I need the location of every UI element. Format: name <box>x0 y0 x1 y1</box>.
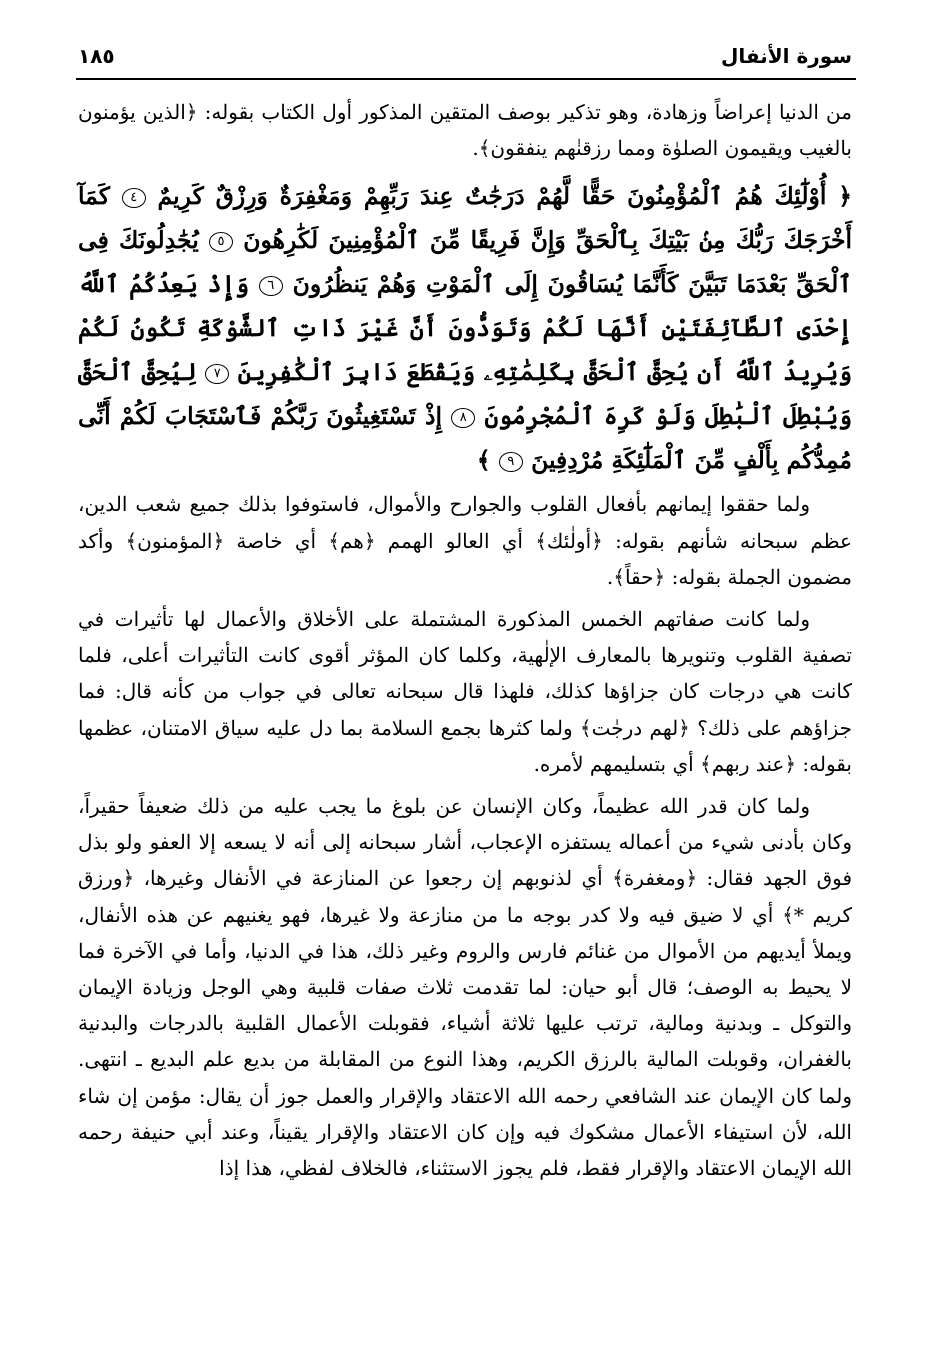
surah-title: سورة الأنفال <box>720 44 852 68</box>
paragraph-4: ولما كان قدر الله عظيماً، وكان الإنسان عن بلوغ ما يجب عليه من ذلك ضعيفاً حقيراً، وكان بأدنى شيء من أعماله يستفزه الإعجاب، أشار سبحانه إلى أنه لا يسعه إلا العفو ولو بذل فوق الجهد فقال: ﴿ومغفرة﴾ أي لذنوبهم إن رجعوا عن المنازعة في الأنفال وغيرها، ﴿ورزق كريم *﴾ أي لا ضيق فيه ولا كدر بوجه ما من منازعة ولا غيرها، فهو يغنيهم عن هذه الأنفال، ويملأ أيديهم من الأموال من غنائم فارس والروم وغير ذلك، هذا في الدنيا، وأما في الآخرة فما لا يحيط به الوصف؛ قال أبو حيان: لما تقدمت ثلاث صفات قلبية وهي الوجل وزيادة الإيمان والتوكل ـ وبدنية ومالية، ترتب عليها ثلاثة أشياء، فقوبلت الأعمال القلبية بالدرجات والبدنية بالغفران، وقوبلت المالية بالرزق الكريم، وهذا النوع من المقابلة من بديع علم البديع ـ انتهى. ولما كان الإيمان عند الشافعي رحمه الله الاعتقاد والإقرار والعمل جوز أن يقال: مؤمن إن شاء الله، لأن استيفاء الأعمال مشكوك فيه وإن كان الاعتقاد والإقرار يقيناً، وعند أبي حنيفة رحمه الله الإيمان الاعتقاد والإقرار فقط، فلم يجوز الاستثناء، فالخلاف لفظي، هذا إذا <box>78 794 852 1181</box>
verse-text: كَمَآ أَخْرَجَكَ رَبُّكَ مِنۢ بَيْتِكَ بِٱلْحَقِّ وَإِنَّ فَرِيقًا مِّنَ ٱلْمُؤْمِنِينَ لَكَٰرِهُونَ <box>78 182 853 255</box>
header-divider <box>76 78 856 80</box>
verse-text: يُجَٰدِلُونَكَ فِى ٱلْحَقِّ بَعْدَمَا تَبَيَّنَ كَأَنَّمَا يُسَاقُونَ إِلَى ٱلْمَوْتِ وَهُمْ يَنظُرُونَ <box>78 226 853 299</box>
ayah-number-marker: ٨ <box>451 408 475 428</box>
quran-open-bracket: ﴿ <box>838 182 852 211</box>
ayah-number-marker: ٥ <box>209 232 233 252</box>
verse-text: إِذْ تَسْتَغِيثُونَ رَبَّكُمْ فَٱسْتَجَابَ لَكُمْ أَنِّى مُمِدُّكُم بِأَلْفٍ مِّنَ ٱلْمَلَٰٓئِكَةِ مُرْدِفِينَ <box>78 402 852 475</box>
ayah-number-marker: ٧ <box>205 364 229 384</box>
paragraph-opening: من الدنيا إعراضاً وزهادة، وهو تذكير بوصف المتقين المذكور أول الكتاب بقوله: ﴿الذين يؤمنون بالغيب ويقيمون الصلوٰة ومما رزقنٰهم ينفقون﴾. <box>78 100 852 161</box>
verse-text: وَإِذْ يَعِدُكُمُ ٱللَّهُ إِحْدَى ٱلطَّآئِفَتَيْنِ أَنَّهَا لَكُمْ وَتَوَدُّونَ أَنَّ غَيْرَ ذَاتِ ٱلشَّوْكَةِ تَكُونُ لَكُمْ وَيُرِيدُ ٱللَّهُ أَن يُحِقَّ ٱلْحَقَّ بِكَلِمَٰتِهِۦ وَيَقْطَعَ دَابِرَ ٱلْكَٰفِرِينَ <box>78 270 853 387</box>
paragraph-2: ولما حققوا إيمانهم بأفعال القلوب والجوارح والأموال، فاستوفوا بذلك جميع شعب الدين، عظم سبحانه شأنهم بقوله: ﴿أولٰئك﴾ أي العالو الهمم ﴿هم﴾ أي خاصة ﴿المؤمنون﴾ وأكد مضمون الجملة بقوله: ﴿حقاً﴾. <box>78 492 852 589</box>
ayah-number-marker: ٦ <box>259 276 283 296</box>
verse-text: لِيُحِقَّ ٱلْحَقَّ وَيُبْطِلَ ٱلْبَٰطِلَ وَلَوْ كَرِهَ ٱلْمُجْرِمُونَ <box>78 358 853 431</box>
ayah-number-marker: ٤ <box>122 188 146 208</box>
verse-text: أُوْلَٰٓئِكَ هُمُ ٱلْمُؤْمِنُونَ حَقًّا لَّهُمْ دَرَجَٰتٌ عِندَ رَبِّهِمْ وَمَغْفِرَةٌ وَرِزْقٌ كَرِيمٌ <box>157 182 827 211</box>
page-header <box>78 34 852 70</box>
page-body <box>78 94 852 1192</box>
ayah-number-marker: ٩ <box>499 452 523 472</box>
paragraph-3: ولما كانت صفاتهم الخمس المذكورة المشتملة على الأخلاق والأعمال لها تأثيرات في تصفية القلوب وتنويرها بالمعارف الإلٰهية، وكلما كان المؤثر أقوى كانت التأثيرات أعلى، فلما كانت هي درجات كان جزاؤها كذلك، فلهذا قال سبحانه تعالى في جواب من كأنه قال: فما جزاؤهم على ذلك؟ ﴿لهم درجٰت﴾ ولما كثرها بجمع السلامة بما دل عليه سياق الامتنان، عظمها بقوله: ﴿عند ربهم﴾ أي بتسليمهم لأمره. <box>78 607 852 776</box>
quran-verses-block <box>78 174 852 482</box>
page-number: ١٨٥ <box>78 44 115 68</box>
quran-close-bracket: ﴾ <box>476 446 491 475</box>
